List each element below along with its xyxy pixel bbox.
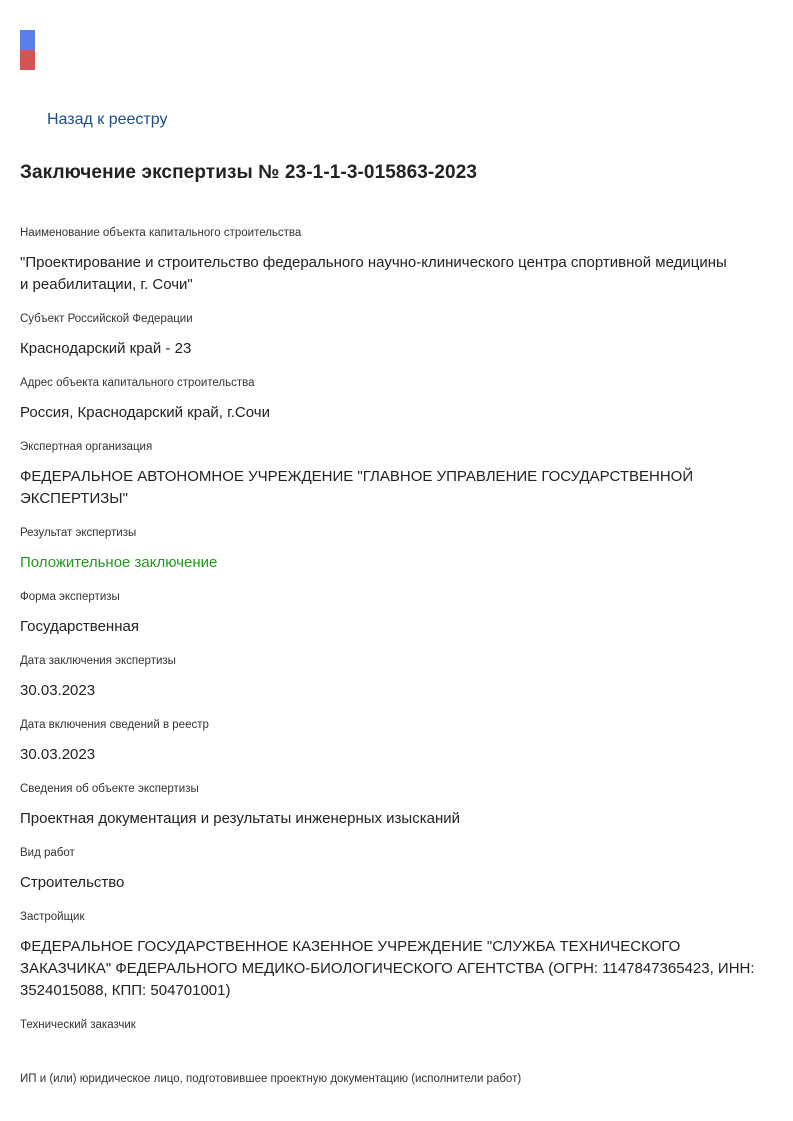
- field-label: Форма экспертизы: [20, 591, 120, 603]
- expertise-details: [20, 226, 785, 1086]
- field-value: Строительство: [20, 874, 125, 891]
- field-value: [20, 1032, 785, 1052]
- field-subject: [20, 312, 785, 360]
- logo-bottom-block: [20, 50, 35, 70]
- field-designer: [20, 1072, 785, 1086]
- field-value: 30.03.2023: [20, 682, 96, 699]
- field-label: Дата заключения экспертизы: [20, 655, 176, 667]
- field-label: Технический заказчик: [20, 1019, 136, 1031]
- field-object-info: [20, 782, 785, 830]
- field-label: Результат экспертизы: [20, 527, 137, 539]
- field-value: Проектная документация и результаты инженерных изысканий: [20, 810, 460, 827]
- field-technical-customer: [20, 1018, 785, 1052]
- field-value: "Проектирование и строительство федерального научно-клинического центра спортивной медицины и реабилитации, г. Сочи": [20, 254, 727, 293]
- page-title: Заключение экспертизы № 23-1-1-3-015863-2023: [20, 162, 478, 183]
- field-label: Дата включения сведений в реестр: [20, 719, 209, 731]
- field-result: [20, 526, 785, 574]
- field-expert-organization: [20, 440, 785, 510]
- field-label: Вид работ: [20, 847, 75, 859]
- field-value: Краснодарский край - 23: [20, 340, 192, 357]
- field-value: 30.03.2023: [20, 746, 96, 763]
- field-conclusion-date: [20, 654, 785, 702]
- result-status: Положительное заключение: [20, 554, 218, 571]
- back-to-registry-link[interactable]: Назад к реестру: [47, 111, 168, 128]
- field-value: ФЕДЕРАЛЬНОЕ АВТОНОМНОЕ УЧРЕЖДЕНИЕ "ГЛАВНОЕ УПРАВЛЕНИЕ ГОСУДАРСТВЕННОЙ ЭКСПЕРТИЗЫ": [20, 468, 694, 507]
- field-label: Застройщик: [20, 911, 85, 923]
- field-developer: [20, 910, 785, 1002]
- field-label: Адрес объекта капитального строительства: [20, 377, 255, 389]
- field-value: Государственная: [20, 618, 139, 635]
- logo: [20, 30, 35, 70]
- field-value: ФЕДЕРАЛЬНОЕ ГОСУДАРСТВЕННОЕ КАЗЕННОЕ УЧРЕЖДЕНИЕ "СЛУЖБА ТЕХНИЧЕСКОГО ЗАКАЗЧИКА" ФЕДЕРАЛЬНОГО МЕДИКО-БИОЛОГИЧЕСКОГО АГЕНТСТВА (ОГРН: 1147847365423, ИНН: 3524015088, КПП: 504701001): [20, 938, 755, 999]
- field-label: Сведения об объекте экспертизы: [20, 783, 199, 795]
- logo-top-block: [20, 30, 35, 50]
- field-work-type: [20, 846, 785, 894]
- field-label: Субъект Российской Федерации: [20, 313, 193, 325]
- field-label: ИП и (или) юридическое лицо, подготовившее проектную документацию (исполнители работ): [20, 1073, 522, 1085]
- field-address: [20, 376, 785, 424]
- field-inclusion-date: [20, 718, 785, 766]
- field-form: [20, 590, 785, 638]
- field-label: Наименование объекта капитального строительства: [20, 227, 302, 239]
- field-value: Россия, Краснодарский край, г.Сочи: [20, 404, 270, 421]
- field-label: Экспертная организация: [20, 441, 153, 453]
- field-object-name: [20, 226, 785, 296]
